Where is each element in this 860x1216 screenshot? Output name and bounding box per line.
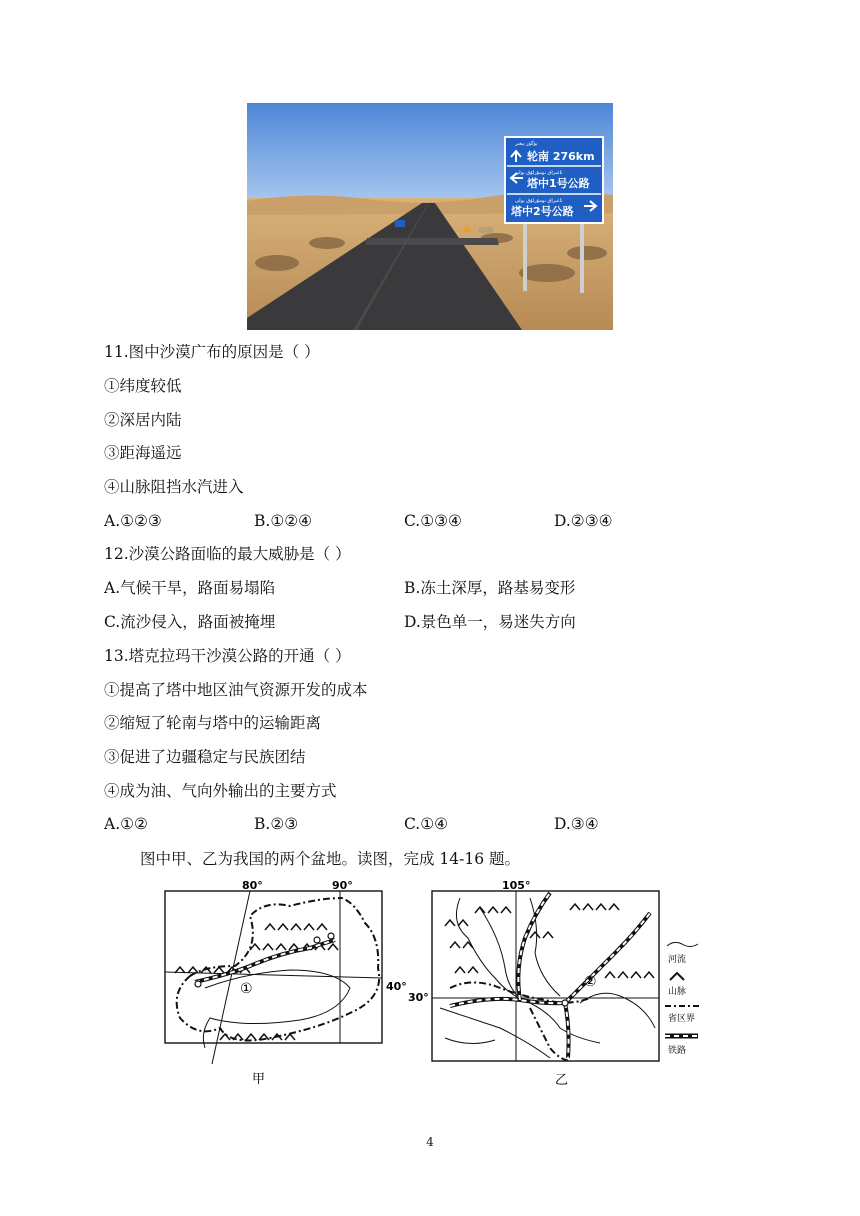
map-jia-lon-90: 90° [332, 879, 353, 892]
map-yi-lon-105: 105° [502, 879, 531, 892]
map-yi-marker: ② [584, 974, 597, 990]
map-jia-marker: ① [240, 981, 253, 997]
q13-stem: 13.塔克拉玛干沙漠公路的开通（ ） [104, 647, 351, 665]
intro-text: 图中甲、乙为我国的两个盆地。读图，完成 14-16 题。 [140, 850, 521, 868]
sign-line-1: 轮南 276km [527, 150, 595, 163]
legend-mountain-icon [670, 973, 684, 980]
map-yi [408, 879, 659, 1088]
svg-text:ﺑﯜﮔﯜﺭ ﻳﯧﻐﯩﺮ: ﺑﯜﮔﯜﺭ ﻳﯧﻐﯩﺮ [515, 141, 538, 147]
q13-item-2: ②缩短了轮南与塔中的运输距离 [104, 714, 322, 732]
svg-text:ﺗﺎﻏﯩﺮﺍﻕ ﻧﻮﻣﯘﺭﻟﯘﻕ ﻳﻮﻟﻰ: ﺗﺎﻏﯩﺮﺍﻕ ﻧﻮﻣﯘﺭﻟﯘﻕ ﻳﻮﻟﻰ [515, 198, 563, 204]
map-yi-lat-30: 30° [408, 991, 429, 1004]
sign-line-2: 塔中1号公路 [527, 177, 590, 190]
q11-stem: 11.图中沙漠广布的原因是（ ） [104, 343, 320, 361]
legend-mountain-label: 山脉 [668, 987, 687, 997]
sign-line-3: 塔中2号公路 [511, 205, 574, 218]
q13-option-b[interactable]: B.②③ [254, 815, 299, 833]
q13-option-c[interactable]: C.①④ [404, 815, 449, 833]
legend-railway-label: 铁路 [668, 1046, 687, 1056]
basin-maps-figure [150, 878, 710, 1093]
legend-river-label: 河流 [668, 955, 687, 965]
page-number: 4 [426, 1135, 434, 1149]
q13-item-3: ③促进了边疆稳定与民族团结 [104, 748, 306, 766]
q11-option-b[interactable]: B.①②④ [254, 512, 313, 530]
map-jia-caption: 甲 [252, 1072, 266, 1087]
map-jia-lon-80: 80° [242, 879, 263, 892]
map-legend [665, 942, 700, 1056]
q11-item-4: ④山脉阻挡水汽进入 [104, 478, 244, 496]
q12-option-b[interactable]: B.冻土深厚，路基易变形 [404, 579, 576, 597]
desert-road-photo [247, 103, 613, 330]
q11-item-1: ①纬度较低 [104, 377, 182, 395]
desert-road-illustration [247, 103, 613, 330]
legend-river-icon [667, 942, 698, 946]
q11-option-c[interactable]: C.①③④ [404, 512, 462, 530]
q11-item-2: ②深居内陆 [104, 411, 182, 429]
map-yi-caption: 乙 [555, 1073, 569, 1088]
q13-item-1: ①提高了塔中地区油气资源开发的成本 [104, 681, 368, 699]
q11-item-3: ③距海遥远 [104, 444, 182, 462]
q12-option-d[interactable]: D.景色单一，易迷失方向 [404, 613, 576, 631]
q12-option-a[interactable]: A.气候干旱，路面易塌陷 [104, 579, 276, 597]
q12-stem: 12.沙漠公路面临的最大威胁是（ ） [104, 545, 351, 563]
q11-option-d[interactable]: D.②③④ [554, 512, 613, 530]
q13-option-d[interactable]: D.③④ [554, 815, 599, 833]
svg-text:ﺗﺎﻏﯩﺮﺍﻕ ﻧﻮﻣﯘﺭﻟﯘﻕ ﻳﻮﻟﻰ: ﺗﺎﻏﯩﺮﺍﻕ ﻧﻮﻣﯘﺭﻟﯘﻕ ﻳﻮﻟﻰ [515, 170, 563, 176]
legend-boundary-label: 省区界 [668, 1014, 696, 1024]
map-jia [165, 879, 407, 1087]
q12-option-c[interactable]: C.流沙侵入，路面被掩埋 [104, 613, 276, 631]
q11-option-a[interactable]: A.①②③ [104, 512, 162, 530]
q13-item-4: ④成为油、气向外输出的主要方式 [104, 782, 337, 800]
map-jia-lat-40: 40° [386, 980, 407, 993]
q13-option-a[interactable]: A.①② [104, 815, 148, 833]
